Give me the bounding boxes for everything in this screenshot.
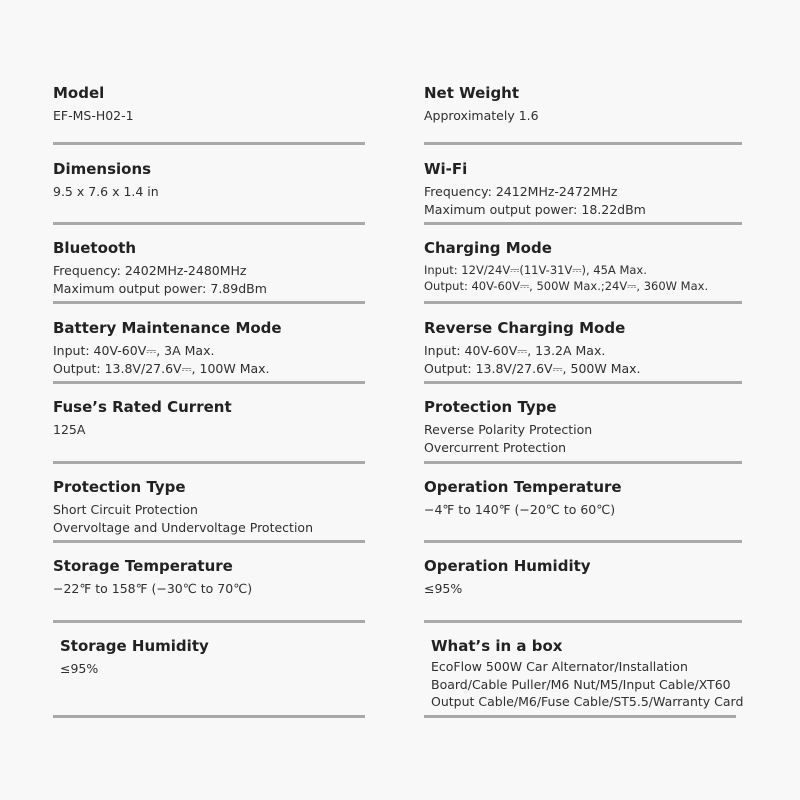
spec-title: Protection Type [424,398,557,416]
divider [53,540,365,543]
divider [53,620,365,623]
spec-value: Short Circuit Protection [53,502,198,517]
divider [424,715,736,718]
divider [53,222,365,225]
spec-value: Maximum output power: 18.22dBm [424,201,646,217]
spec-value: Frequency: 2402MHz-2480MHz [53,263,247,278]
spec-title: Wi-Fi [424,160,468,178]
divider [53,142,365,145]
spec-title: Reverse Charging Mode [424,319,626,337]
divider [53,461,365,464]
spec-net-weight [424,84,539,125]
spec-title: Operation Temperature [424,478,622,496]
divider [424,142,742,145]
spec-value: Input: 40V-60V⎓, 13.2A Max. [424,343,606,358]
spec-title: What’s in a box [431,637,563,655]
spec-value: 125A [53,422,86,437]
spec-whats-in-box [431,637,743,711]
divider [424,461,742,464]
spec-storage-temperature [53,557,252,598]
spec-value: Overcurrent Protection [424,439,567,455]
spec-value: 9.5 x 7.6 x 1.4 in [53,184,159,199]
spec-fuse-rated-current [53,398,232,439]
spec-bluetooth [53,239,267,297]
spec-title: Battery Maintenance Mode [53,319,282,337]
spec-value: Reverse Polarity Protection [424,422,593,437]
spec-value: Frequency: 2412MHz-2472MHz [424,184,618,199]
spec-title: Storage Humidity [60,637,209,655]
spec-value: EcoFlow 500W Car Alternator/Installation [431,659,688,674]
spec-value: Output: 13.8V/27.6V⎓, 100W Max. [53,360,270,376]
spec-reverse-charging-mode [424,319,641,377]
spec-value: Maximum output power: 7.89dBm [53,280,267,296]
spec-value: Input: 12V/24V⎓(11V-31V⎓), 45A Max. [424,263,647,277]
spec-value: Output Cable/M6/Fuse Cable/ST5.5/Warranty Card [431,694,744,709]
spec-title: Fuse’s Rated Current [53,398,232,416]
divider [424,381,742,384]
divider [424,540,742,543]
spec-title: Charging Mode [424,239,552,257]
divider [53,301,365,304]
spec-title: Dimensions [53,160,152,178]
spec-value: ≤95% [60,661,99,676]
spec-value: Output: 40V-60V⎓, 500W Max.;24V⎓, 360W Max. [424,279,709,293]
spec-value: −4℉ to 140℉ (−20℃ to 60℃) [424,502,616,517]
spec-value: ≤95% [424,581,463,596]
spec-operation-humidity [424,557,591,598]
spec-title: Model [53,84,105,102]
spec-wifi [424,160,646,218]
divider [53,715,365,718]
spec-charging-mode [424,239,708,294]
spec-protection-type-left [53,478,313,536]
divider [424,620,742,623]
spec-value: Approximately 1.6 [424,108,539,123]
spec-value: EF-MS-H02-1 [53,108,134,123]
divider [424,222,742,225]
spec-model [53,84,134,125]
spec-value: −22℉ to 158℉ (−30℃ to 70℃) [53,581,253,596]
divider [424,301,742,304]
spec-value: Input: 40V-60V⎓, 3A Max. [53,343,215,358]
spec-dimensions [53,160,159,201]
spec-title: Operation Humidity [424,557,591,575]
spec-battery-maintenance-mode [53,319,282,377]
divider [53,381,365,384]
spec-title: Bluetooth [53,239,137,257]
spec-title: Storage Temperature [53,557,233,575]
spec-operation-temperature [424,478,622,519]
spec-storage-humidity [60,637,209,678]
spec-value: Board/Cable Puller/M6 Nut/M5/Input Cable/XT60 [431,676,731,692]
spec-protection-type-right [424,398,592,456]
spec-value: Output: 13.8V/27.6V⎓, 500W Max. [424,360,641,376]
spec-value: Overvoltage and Undervoltage Protection [53,519,313,535]
spec-title: Net Weight [424,84,520,102]
spec-title: Protection Type [53,478,186,496]
